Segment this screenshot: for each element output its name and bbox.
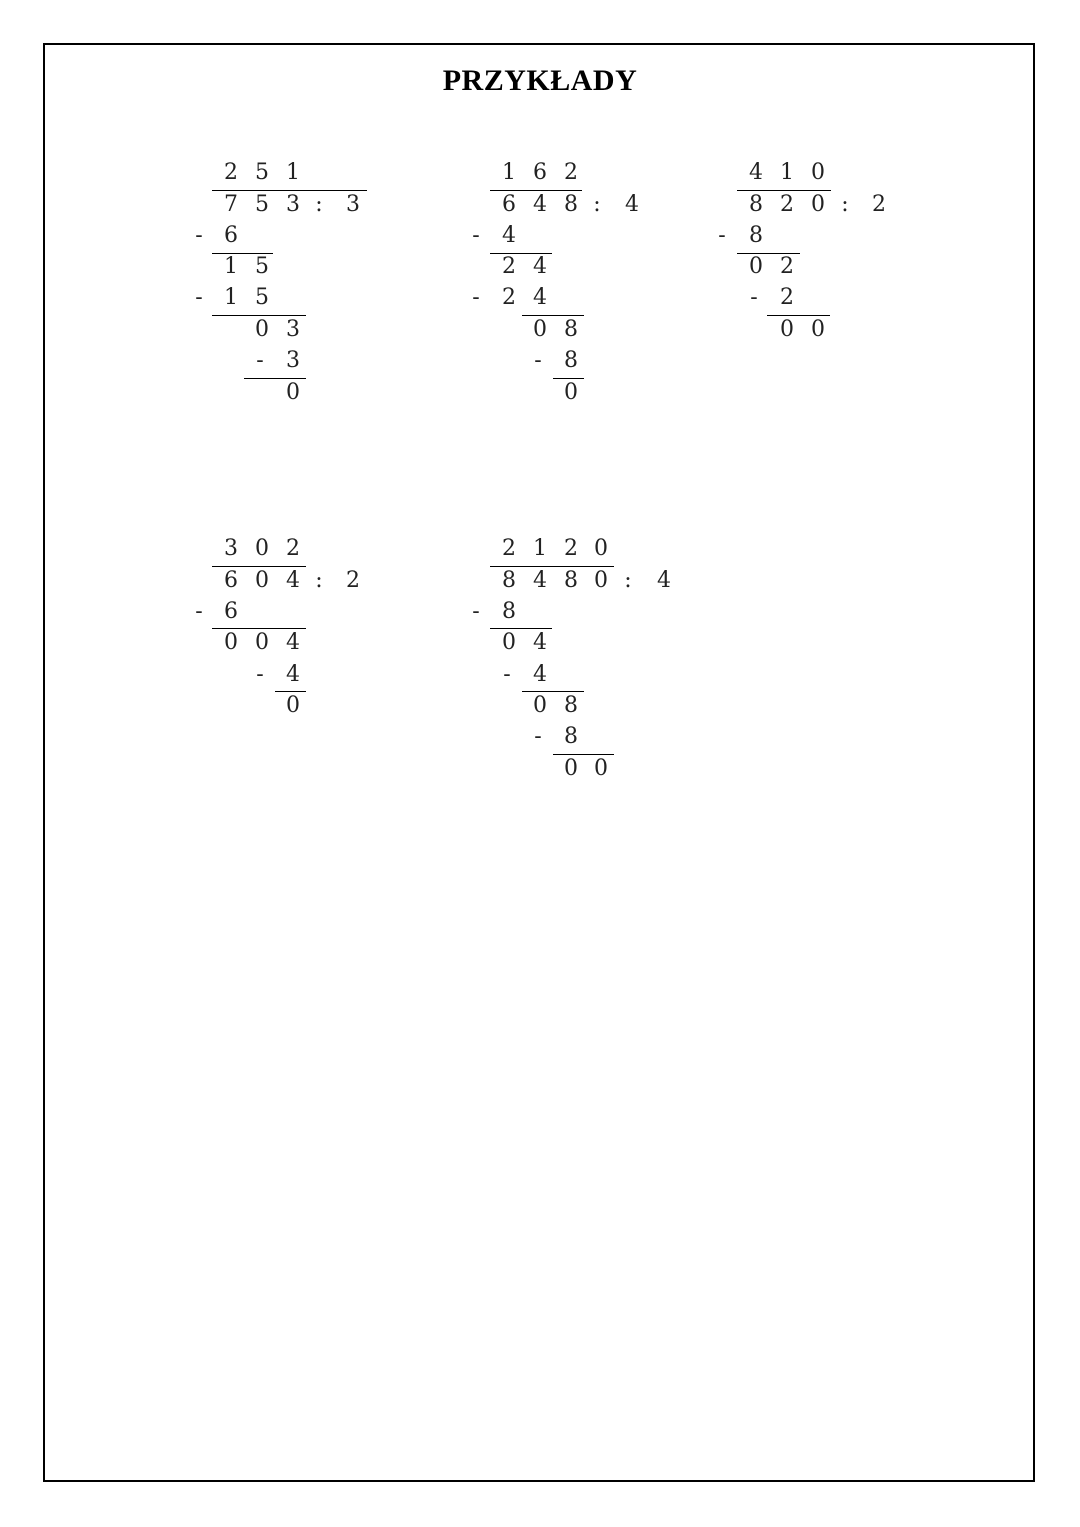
digit: 8 bbox=[564, 317, 578, 342]
digit: 6 bbox=[533, 160, 547, 185]
digit: 8 bbox=[749, 223, 763, 248]
digit: 4 bbox=[749, 160, 763, 185]
digit: 0 bbox=[564, 756, 578, 781]
minus-sign: - bbox=[256, 348, 264, 373]
digit: 7 bbox=[224, 192, 238, 217]
digit: 4 bbox=[286, 662, 300, 687]
digit: 4 bbox=[533, 662, 547, 687]
minus-sign: - bbox=[195, 223, 203, 248]
digit: 2 bbox=[872, 192, 886, 217]
digit: 3 bbox=[346, 192, 360, 217]
digit: 0 bbox=[502, 630, 516, 655]
digit: 2 bbox=[564, 536, 578, 561]
division-sign: : bbox=[315, 568, 323, 593]
digit: 5 bbox=[255, 160, 269, 185]
digit: 4 bbox=[625, 192, 639, 217]
digit: 0 bbox=[811, 317, 825, 342]
digit: 8 bbox=[502, 568, 516, 593]
digit: 2 bbox=[780, 285, 794, 310]
minus-sign: - bbox=[750, 285, 758, 310]
digit: 1 bbox=[224, 285, 238, 310]
digit: 5 bbox=[255, 254, 269, 279]
minus-sign: - bbox=[256, 662, 264, 687]
digit: 0 bbox=[533, 693, 547, 718]
digit: 4 bbox=[533, 192, 547, 217]
digit: 5 bbox=[255, 192, 269, 217]
division-sign: : bbox=[624, 568, 632, 593]
digit: 4 bbox=[533, 285, 547, 310]
minus-sign: - bbox=[472, 285, 480, 310]
digit: 8 bbox=[564, 693, 578, 718]
minus-sign: - bbox=[195, 285, 203, 310]
digit: 4 bbox=[533, 254, 547, 279]
digit: 0 bbox=[286, 380, 300, 405]
digit: 3 bbox=[286, 192, 300, 217]
digit: 0 bbox=[255, 536, 269, 561]
digit: 2 bbox=[346, 568, 360, 593]
digit: 4 bbox=[502, 223, 516, 248]
minus-sign: - bbox=[472, 223, 480, 248]
digit: 0 bbox=[811, 192, 825, 217]
digit: 3 bbox=[224, 536, 238, 561]
digit: 8 bbox=[564, 724, 578, 749]
minus-sign: - bbox=[534, 348, 542, 373]
digit: 4 bbox=[286, 630, 300, 655]
digit: 8 bbox=[564, 192, 578, 217]
division-sign: : bbox=[593, 192, 601, 217]
digit: 2 bbox=[502, 536, 516, 561]
digit: 6 bbox=[502, 192, 516, 217]
digit: 0 bbox=[749, 254, 763, 279]
digit: 0 bbox=[811, 160, 825, 185]
digit: 0 bbox=[594, 536, 608, 561]
digit: 2 bbox=[286, 536, 300, 561]
page-title: PRZYKŁADY bbox=[442, 64, 638, 97]
digit: 0 bbox=[594, 568, 608, 593]
page-frame bbox=[43, 43, 1035, 1482]
digit: 2 bbox=[224, 160, 238, 185]
digit: 0 bbox=[255, 630, 269, 655]
digit: 0 bbox=[224, 630, 238, 655]
digit: 8 bbox=[564, 348, 578, 373]
digit: 8 bbox=[502, 599, 516, 624]
digit: 0 bbox=[255, 568, 269, 593]
digit: 8 bbox=[564, 568, 578, 593]
digit: 0 bbox=[533, 317, 547, 342]
digit: 4 bbox=[533, 568, 547, 593]
digit: 1 bbox=[224, 254, 238, 279]
digit: 1 bbox=[502, 160, 516, 185]
digit: 3 bbox=[286, 348, 300, 373]
digit: 4 bbox=[657, 568, 671, 593]
digit: 2 bbox=[502, 254, 516, 279]
digit: 0 bbox=[255, 317, 269, 342]
digit: 0 bbox=[780, 317, 794, 342]
digit: 1 bbox=[286, 160, 300, 185]
digit: 2 bbox=[564, 160, 578, 185]
digit: 6 bbox=[224, 568, 238, 593]
division-sign: : bbox=[315, 192, 323, 217]
digit: 4 bbox=[286, 568, 300, 593]
minus-sign: - bbox=[472, 599, 480, 624]
minus-sign: - bbox=[718, 223, 726, 248]
minus-sign: - bbox=[534, 724, 542, 749]
digit: 5 bbox=[255, 285, 269, 310]
digit: 0 bbox=[564, 380, 578, 405]
division-sign: : bbox=[841, 192, 849, 217]
minus-sign: - bbox=[195, 599, 203, 624]
digit: 0 bbox=[594, 756, 608, 781]
digit: 2 bbox=[780, 254, 794, 279]
digit: 2 bbox=[502, 285, 516, 310]
digit: 2 bbox=[780, 192, 794, 217]
digit: 0 bbox=[286, 693, 300, 718]
digit: 6 bbox=[224, 599, 238, 624]
digit: 8 bbox=[749, 192, 763, 217]
digit: 6 bbox=[224, 223, 238, 248]
digit: 1 bbox=[780, 160, 794, 185]
minus-sign: - bbox=[503, 662, 511, 687]
digit: 1 bbox=[533, 536, 547, 561]
digit: 4 bbox=[533, 630, 547, 655]
digit: 3 bbox=[286, 317, 300, 342]
